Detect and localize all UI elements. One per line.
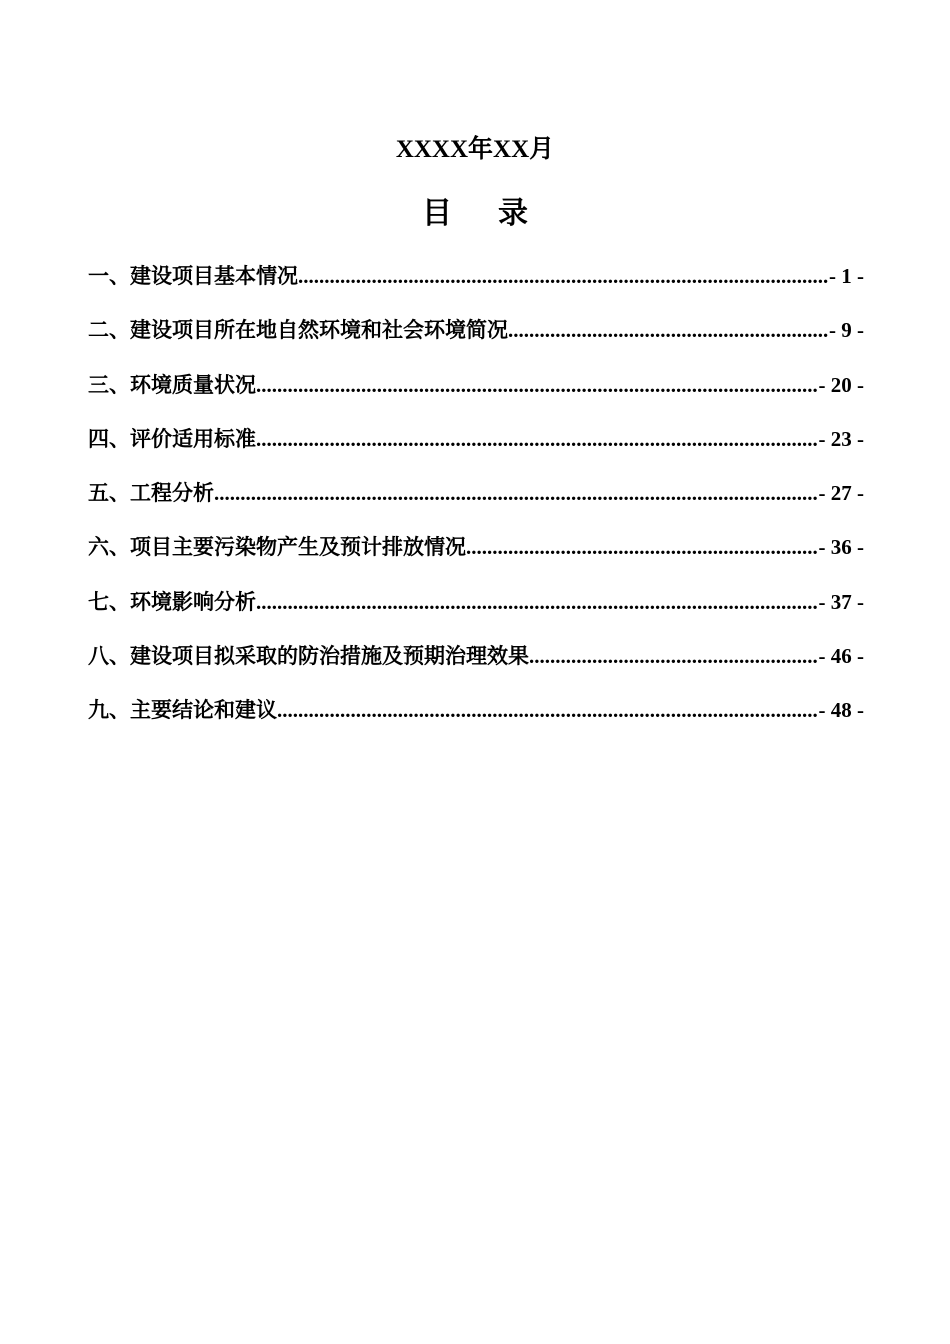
toc-entry-label: 九、主要结论和建议 <box>88 697 277 723</box>
toc-title-right: 录 <box>498 196 528 231</box>
toc-leader-dots <box>256 584 818 620</box>
toc-leader-dots <box>256 421 818 457</box>
toc-entry-page: - 36 - <box>818 535 864 560</box>
toc-entry-4[interactable] <box>88 421 864 475</box>
toc-entry-page: - 46 - <box>818 644 864 669</box>
toc-entry-page: - 9 - <box>829 318 864 343</box>
document-date: XXXX年XX月 <box>395 136 555 163</box>
toc-leader-dots <box>529 638 818 674</box>
toc-entry-6[interactable] <box>88 529 864 583</box>
toc-entry-8[interactable] <box>88 638 864 692</box>
toc-title-left: 目 <box>422 196 452 231</box>
toc-leader-dots <box>466 529 818 565</box>
toc-entry-2[interactable] <box>88 312 864 366</box>
toc-entry-label: 七、环境影响分析 <box>88 588 256 614</box>
toc-entry-3[interactable] <box>88 367 864 421</box>
toc-entry-label: 四、评价适用标准 <box>88 425 256 451</box>
toc-entry-5[interactable] <box>88 475 864 529</box>
toc-entry-label: 三、环境质量状况 <box>88 371 256 397</box>
toc-entry-7[interactable] <box>88 584 864 638</box>
toc-leader-dots <box>256 367 818 403</box>
toc-list <box>88 258 864 747</box>
toc-leader-dots <box>277 692 818 728</box>
toc-entry-label: 一、建设项目基本情况 <box>88 263 298 288</box>
toc-leader-dots <box>298 258 828 294</box>
toc-entry-page: - 20 - <box>818 372 864 397</box>
toc-entry-label: 二、建设项目所在地自然环境和社会环境简况 <box>88 317 508 343</box>
toc-entry-page: - 37 - <box>818 589 864 614</box>
toc-entry-page: - 1 - <box>829 264 864 288</box>
toc-entry-page: - 48 - <box>818 698 864 723</box>
toc-entry-page: - 27 - <box>818 481 864 506</box>
toc-entry-1[interactable] <box>88 258 864 312</box>
toc-leader-dots <box>214 475 818 511</box>
toc-entry-9[interactable] <box>88 692 864 746</box>
toc-leader-dots <box>508 312 828 348</box>
toc-entry-label: 五、工程分析 <box>88 480 214 506</box>
toc-entry-label: 六、项目主要污染物产生及预计排放情况 <box>88 534 466 560</box>
toc-entry-page: - 23 - <box>818 426 864 451</box>
toc-entry-label: 八、建设项目拟采取的防治措施及预期治理效果 <box>88 643 529 669</box>
toc-title <box>0 194 950 234</box>
